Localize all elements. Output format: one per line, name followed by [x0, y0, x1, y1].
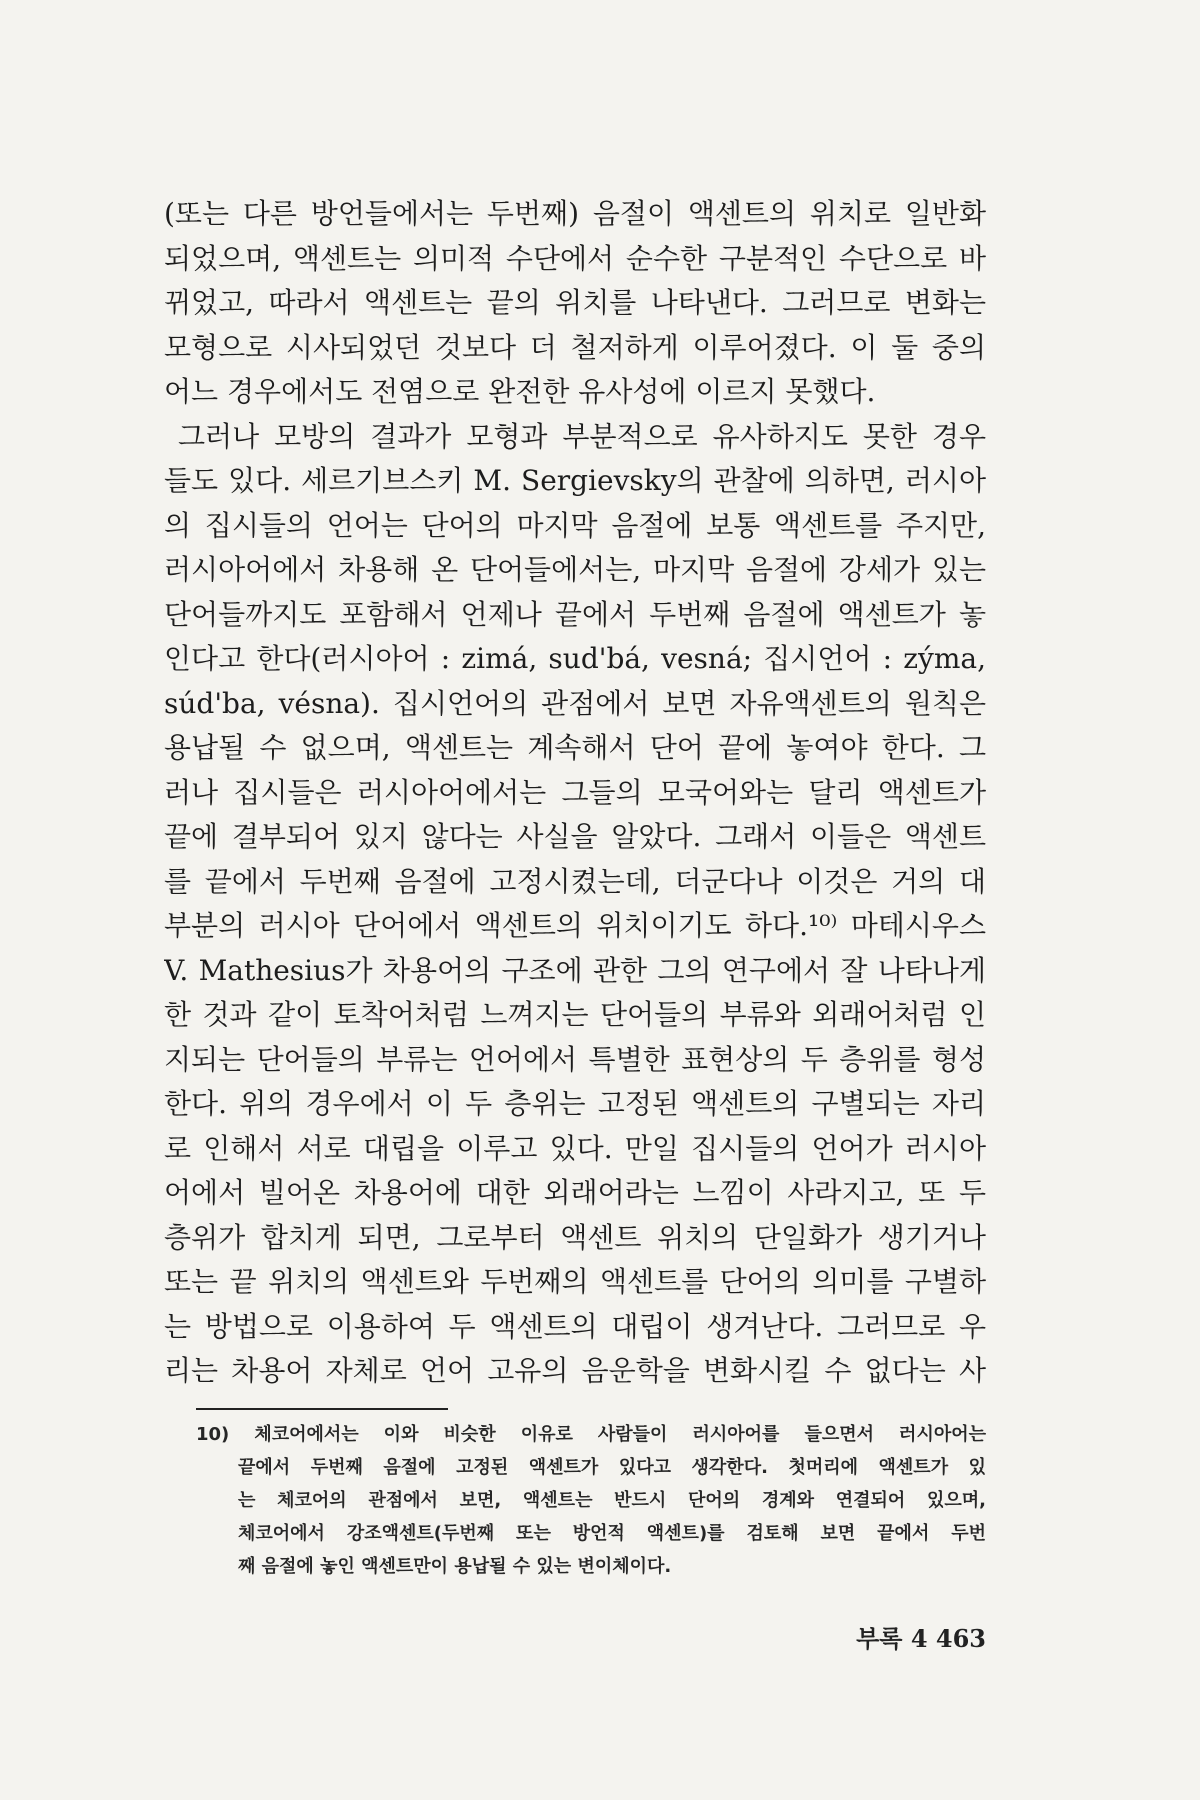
text-line-22: 로 인해서 서로 대립을 이루고 있다. 만일 집시들의 언어가 러시아	[164, 1131, 986, 1165]
text-line-16: 를 끝에서 두번째 음절에 고정시켰는데, 더군다나 이것은 거의 대	[164, 864, 986, 898]
section-label: 부록 4	[856, 1624, 928, 1653]
footnote-line-5: 째 음절에 놓인 액센트만이 용납될 수 있는 변이체이다.	[238, 1556, 672, 1577]
text-line-15: 끝에 결부되어 있지 않다는 사실을 알았다. 그래서 이들은 액센트	[164, 820, 986, 853]
text-line-25: 또는 끝 위치의 액센트와 두번째의 액센트를 단어의 의미를 구별하	[164, 1265, 986, 1298]
footnote-block	[196, 1418, 986, 1583]
footnote-line-4: 체코어에서 강조액센트(두번째 또는 방언적 액센트)를 검토해 보면 끝에서 두번	[238, 1523, 986, 1544]
text-line-20: 지되는 단어들의 부류는 언어에서 특별한 표현상의 두 층위를 형성	[164, 1042, 986, 1076]
page-footer	[840, 1619, 986, 1654]
text-line-7: 들도 있다. 세르기브스키 M. Sergievsky의 관찰에 의하면, 러시아	[164, 464, 986, 497]
text-line-11: 인다고 한다(러시아어 : zimá, sud'bá, vesná; 집시언어 : zýma,	[164, 642, 986, 675]
text-line-10: 단어들까지도 포함해서 언제나 끝에서 두번째 음절에 액센트가 놓	[164, 597, 986, 631]
footnote-line-2: 끝에서 두번째 음절에 고정된 액센트가 있다고 생각한다. 첫머리에 액센트가 있	[238, 1457, 986, 1478]
text-line-1: (또는 다른 방언들에서는 두번째) 음절이 액센트의 위치로 일반화	[164, 197, 986, 230]
text-line-21: 한다. 위의 경우에서 이 두 층위는 고정된 액센트의 구별되는 자리	[164, 1087, 986, 1120]
text-line-4: 모형으로 시사되었던 것보다 더 철저하게 이루어졌다. 이 둘 중의	[164, 330, 986, 364]
text-line-8: 의 집시들의 언어는 단어의 마지막 음절에 보통 액센트를 주지만,	[164, 508, 986, 542]
text-line-2: 되었으며, 액센트는 의미적 수단에서 순수한 구분적인 수단으로 바	[164, 241, 986, 275]
text-line-6: 그러나 모방의 결과가 모형과 부분적으로 유사하지도 못한 경우	[178, 419, 986, 453]
footnote-divider	[196, 1408, 448, 1410]
text-line-24: 층위가 합치게 되면, 그로부터 액센트 위치의 단일화가 생기거나	[164, 1220, 986, 1254]
page-number: 463	[935, 1624, 986, 1653]
text-line-27: 리는 차용어 자체로 언어 고유의 음운학을 변화시킬 수 없다는 사	[164, 1354, 986, 1387]
footnote-line-1: 10) 체코어에서는 이와 비슷한 이유로 사람들이 러시아어를 들으면서 러시아어는	[196, 1424, 986, 1445]
text-line-9: 러시아어에서 차용해 온 단어들에서는, 마지막 음절에 강세가 있는	[164, 553, 986, 586]
text-line-13: 용납될 수 없으며, 액센트는 계속해서 단어 끝에 놓여야 한다. 그	[164, 731, 986, 764]
text-line-12: súd'ba, vésna). 집시언어의 관점에서 보면 자유액센트의 원칙은	[164, 686, 986, 720]
text-line-14: 러나 집시들은 러시아어에서는 그들의 모국어와는 달리 액센트가	[164, 775, 986, 809]
text-line-17: 부분의 러시아 단어에서 액센트의 위치이기도 하다.¹⁰⁾ 마테시우스	[164, 909, 986, 942]
footnote-line-3: 는 체코어의 관점에서 보면, 액센트는 반드시 단어의 경계와 연결되어 있으며,	[238, 1490, 986, 1511]
main-text-block	[164, 192, 986, 1394]
text-line-19: 한 것과 같이 토착어처럼 느껴지는 단어들의 부류와 외래어처럼 인	[164, 998, 986, 1031]
text-line-18: V. Mathesius가 차용어의 구조에 관한 그의 연구에서 잘 나타나게	[164, 953, 986, 987]
text-line-23: 어에서 빌어온 차용어에 대한 외래어라는 느낌이 사라지고, 또 두	[164, 1176, 986, 1209]
text-line-26: 는 방법으로 이용하여 두 액센트의 대립이 생겨난다. 그러므로 우	[164, 1309, 986, 1343]
text-line-5: 어느 경우에서도 전염으로 완전한 유사성에 이르지 못했다.	[164, 375, 876, 408]
text-line-3: 뀌었고, 따라서 액센트는 끝의 위치를 나타낸다. 그러므로 변화는	[164, 286, 986, 319]
